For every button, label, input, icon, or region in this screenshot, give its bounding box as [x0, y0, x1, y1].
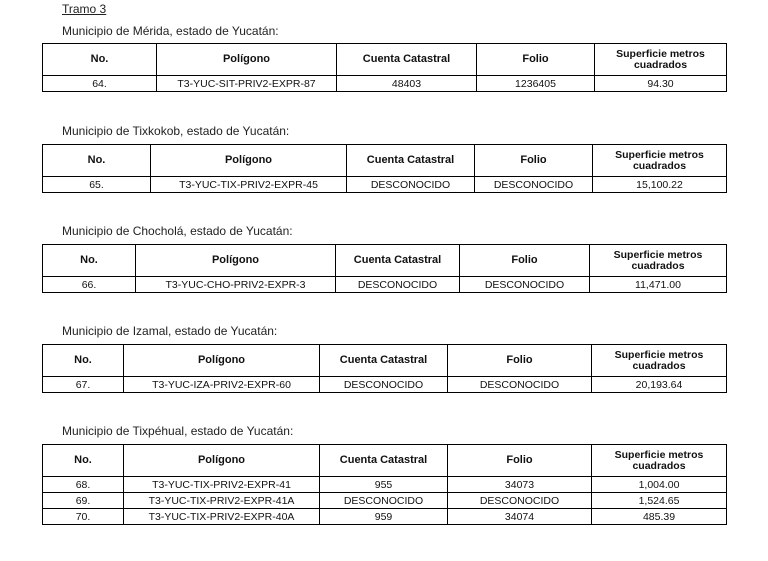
header-poligono: Polígono — [157, 44, 337, 76]
header-folio: Folio — [448, 345, 592, 377]
tramo-title: Tramo 3 — [62, 2, 107, 16]
table-row — [43, 493, 727, 509]
header-superficie: Superficie metros cuadrados — [592, 345, 727, 377]
header-cuenta-catastral: Cuenta Catastral — [320, 345, 448, 377]
cell-folio: 1236405 — [477, 76, 595, 92]
cell-no: 66. — [43, 277, 136, 293]
cell-folio: DESCONOCIDO — [448, 493, 592, 509]
header-poligono: Polígono — [124, 345, 320, 377]
section-heading-tixkokob: Municipio de Tixkokob, estado de Yucatán: — [62, 124, 290, 138]
cell-superficie: 11,471.00 — [590, 277, 727, 293]
section-heading-merida: Municipio de Mérida, estado de Yucatán: — [62, 24, 279, 38]
table-merida — [42, 43, 727, 92]
cell-no: 65. — [43, 177, 151, 193]
header-no: No. — [43, 245, 136, 277]
cell-poligono: T3-YUC-IZA-PRIV2-EXPR-60 — [124, 377, 320, 393]
header-superficie: Superficie metros cuadrados — [593, 145, 727, 177]
cell-cuenta-catastral: 959 — [320, 509, 448, 525]
table-chochola — [42, 244, 727, 293]
cell-no: 68. — [43, 477, 124, 493]
cell-superficie: 1,004.00 — [592, 477, 727, 493]
table-header-row — [43, 245, 727, 277]
cell-folio: DESCONOCIDO — [460, 277, 590, 293]
cell-cuenta-catastral: DESCONOCIDO — [320, 377, 448, 393]
cell-no: 69. — [43, 493, 124, 509]
cell-folio: DESCONOCIDO — [475, 177, 593, 193]
header-poligono: Polígono — [136, 245, 336, 277]
header-folio: Folio — [460, 245, 590, 277]
header-cuenta-catastral: Cuenta Catastral — [336, 245, 460, 277]
cell-poligono: T3-YUC-CHO-PRIV2-EXPR-3 — [136, 277, 336, 293]
header-poligono: Polígono — [124, 445, 320, 477]
table-row — [43, 277, 727, 293]
cell-folio: DESCONOCIDO — [448, 377, 592, 393]
header-no: No. — [43, 445, 124, 477]
header-folio: Folio — [477, 44, 595, 76]
header-no: No. — [43, 44, 157, 76]
cell-folio: 34074 — [448, 509, 592, 525]
header-folio: Folio — [475, 145, 593, 177]
cell-no: 64. — [43, 76, 157, 92]
table-row — [43, 177, 727, 193]
section-heading-chochola: Municipio de Chocholá, estado de Yucatán: — [62, 224, 293, 238]
header-cuenta-catastral: Cuenta Catastral — [347, 145, 475, 177]
table-header-row — [43, 44, 727, 76]
cell-folio: 34073 — [448, 477, 592, 493]
table-tixkokob — [42, 144, 727, 193]
cell-poligono: T3-YUC-SIT-PRIV2-EXPR-87 — [157, 76, 337, 92]
cell-poligono: T3-YUC-TIX-PRIV2-EXPR-45 — [151, 177, 347, 193]
table-row — [43, 377, 727, 393]
table-header-row — [43, 145, 727, 177]
cell-poligono: T3-YUC-TIX-PRIV2-EXPR-41 — [124, 477, 320, 493]
header-superficie: Superficie metros cuadrados — [590, 245, 727, 277]
cell-superficie: 1,524.65 — [592, 493, 727, 509]
cell-cuenta-catastral: DESCONOCIDO — [347, 177, 475, 193]
header-superficie: Superficie metros cuadrados — [595, 44, 727, 76]
cell-cuenta-catastral: DESCONOCIDO — [336, 277, 460, 293]
header-superficie: Superficie metros cuadrados — [592, 445, 727, 477]
header-no: No. — [43, 345, 124, 377]
cell-superficie: 94.30 — [595, 76, 727, 92]
table-header-row — [43, 345, 727, 377]
cell-superficie: 485.39 — [592, 509, 727, 525]
header-cuenta-catastral: Cuenta Catastral — [337, 44, 477, 76]
header-folio: Folio — [448, 445, 592, 477]
cell-poligono: T3-YUC-TIX-PRIV2-EXPR-41A — [124, 493, 320, 509]
cell-poligono: T3-YUC-TIX-PRIV2-EXPR-40A — [124, 509, 320, 525]
cell-cuenta-catastral: 955 — [320, 477, 448, 493]
table-tixpehual — [42, 444, 727, 525]
cell-cuenta-catastral: 48403 — [337, 76, 477, 92]
header-poligono: Polígono — [151, 145, 347, 177]
table-row — [43, 76, 727, 92]
section-heading-izamal: Municipio de Izamal, estado de Yucatán: — [62, 324, 278, 338]
section-heading-tixpehual: Municipio de Tixpéhual, estado de Yucatán: — [62, 424, 294, 438]
cell-superficie: 15,100.22 — [593, 177, 727, 193]
header-cuenta-catastral: Cuenta Catastral — [320, 445, 448, 477]
header-no: No. — [43, 145, 151, 177]
cell-cuenta-catastral: DESCONOCIDO — [320, 493, 448, 509]
table-row — [43, 509, 727, 525]
table-izamal — [42, 344, 727, 393]
cell-superficie: 20,193.64 — [592, 377, 727, 393]
table-header-row — [43, 445, 727, 477]
table-row — [43, 477, 727, 493]
cell-no: 67. — [43, 377, 124, 393]
cell-no: 70. — [43, 509, 124, 525]
